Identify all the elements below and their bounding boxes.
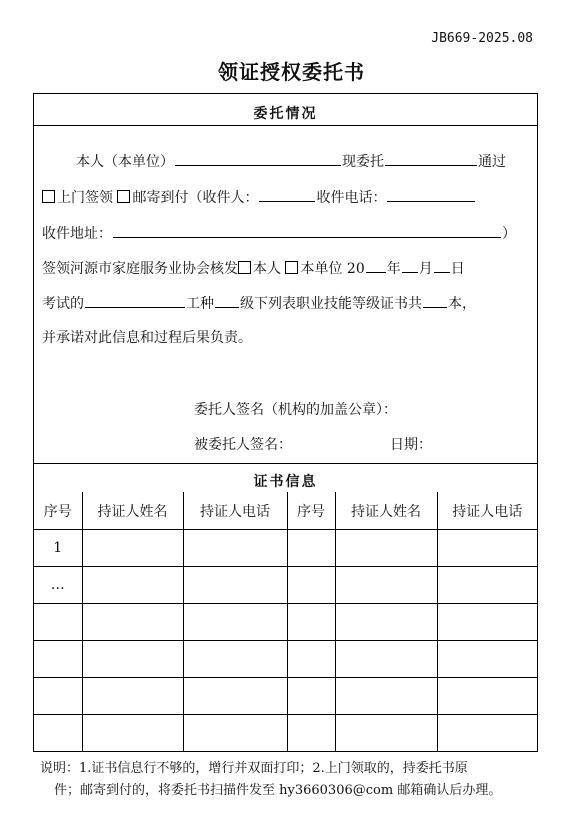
document-title: 领证授权委托书 [218, 60, 365, 84]
document-code: JB669-2025.08 [431, 31, 533, 46]
table-cell[interactable] [287, 604, 335, 641]
field-month[interactable] [402, 258, 418, 273]
header-holder-name: 持证人姓名 [335, 492, 437, 530]
table-cell[interactable] [183, 567, 287, 604]
text-year: 年 [386, 261, 401, 277]
field-level[interactable] [215, 293, 239, 308]
field-trustee-name[interactable] [385, 151, 477, 166]
divider [34, 463, 537, 464]
table-cell[interactable] [183, 604, 287, 641]
text-paren-close: ） [502, 226, 516, 242]
section-title-certificate: 证书信息 [253, 474, 318, 490]
table-cell[interactable] [183, 530, 287, 567]
header-holder-phone: 持证人电话 [437, 492, 537, 530]
checkbox-self[interactable] [238, 261, 251, 274]
footnote-line-1: 说明：1.证书信息行不够的，增行并双面打印；2.上门领取的，持委托书原 [40, 761, 468, 776]
text-via: 通过 [478, 154, 506, 170]
form-frame [33, 93, 538, 752]
table-cell[interactable] [437, 715, 537, 752]
table-cell[interactable] [287, 530, 335, 567]
text-month: 月 [418, 261, 433, 277]
table-row [34, 604, 537, 641]
field-day[interactable] [434, 258, 450, 273]
table-cell: … [34, 567, 82, 604]
table-cell[interactable] [34, 678, 82, 715]
footnote [40, 758, 540, 802]
table-cell[interactable] [335, 678, 437, 715]
table-cell[interactable] [287, 715, 335, 752]
table-cell[interactable] [183, 641, 287, 678]
text-exam: 考试的 [42, 296, 84, 312]
checkbox-mail[interactable] [117, 190, 130, 203]
table-cell: 1 [34, 530, 82, 567]
table-cell[interactable] [335, 567, 437, 604]
entrust-line-5 [42, 293, 476, 313]
field-job-type[interactable] [85, 293, 185, 308]
table-row [34, 715, 537, 752]
entrust-line-6: 并承诺对此信息和过程后果负责。 [42, 330, 252, 346]
label-recipient-phone: 收件电话： [316, 190, 387, 206]
table-cell[interactable] [437, 678, 537, 715]
table-cell[interactable] [287, 567, 335, 604]
checkbox-pickup[interactable] [42, 190, 55, 203]
table-row [34, 567, 537, 604]
table-cell[interactable] [82, 567, 183, 604]
header-index: 序号 [34, 492, 82, 530]
date-label: 日期： [390, 437, 432, 453]
table-cell[interactable] [335, 530, 437, 567]
field-count[interactable] [423, 293, 447, 308]
table-cell[interactable] [82, 604, 183, 641]
text-issuer: 签领河源市家庭服务业协会核发 [42, 261, 238, 277]
entrust-line-2 [42, 187, 476, 207]
field-principal-name[interactable] [175, 151, 341, 166]
table-cell[interactable] [437, 567, 537, 604]
checkbox-unit[interactable] [285, 261, 298, 274]
text-day: 日 [450, 261, 465, 277]
header-holder-phone: 持证人电话 [183, 492, 287, 530]
text-self-unit: 本人（本单位） [76, 154, 174, 170]
table-cell[interactable] [437, 604, 537, 641]
label-mail-recipient: 邮寄到付（收件人： [132, 190, 259, 206]
field-year[interactable] [366, 258, 386, 273]
table-row [34, 641, 537, 678]
table-cell[interactable] [82, 641, 183, 678]
table-cell[interactable] [82, 530, 183, 567]
table-cell[interactable] [335, 715, 437, 752]
table-cell[interactable] [183, 678, 287, 715]
text-copies: 本， [448, 296, 476, 312]
table-cell[interactable] [82, 678, 183, 715]
table-cell[interactable] [34, 641, 82, 678]
field-address[interactable] [113, 223, 501, 238]
text-certificate: 级下列表职业技能等级证书共 [240, 296, 422, 312]
table-cell[interactable] [183, 715, 287, 752]
text-job-type: 工种 [186, 296, 214, 312]
field-recipient[interactable] [259, 187, 315, 202]
text-year-prefix: 20 [346, 261, 365, 277]
label-unit: 本单位 [300, 261, 343, 277]
signer-label: 委托人签名（机构的加盖公章）： [194, 402, 397, 418]
label-pickup: 上门签领 [57, 190, 113, 206]
table-cell[interactable] [82, 715, 183, 752]
footnote-line-2: 件；邮寄到付的，将委托书扫描件发至 hy3660306@com 邮箱确认后办理。 [54, 783, 502, 798]
header-index: 序号 [287, 492, 335, 530]
table-cell[interactable] [335, 604, 437, 641]
table-cell[interactable] [335, 641, 437, 678]
certificate-table [34, 492, 537, 751]
entrust-line-4 [42, 258, 465, 278]
table-cell[interactable] [437, 641, 537, 678]
table-cell[interactable] [34, 715, 82, 752]
field-recipient-phone[interactable] [387, 187, 475, 202]
table-row [34, 678, 537, 715]
entrust-line-3 [42, 223, 516, 243]
table-header-row [34, 492, 537, 530]
trustee-signature-label: 被委托人签名： [194, 437, 292, 453]
table-cell[interactable] [287, 678, 335, 715]
section-title-entrust: 委托情况 [253, 106, 318, 122]
table-cell[interactable] [287, 641, 335, 678]
label-address: 收件地址： [42, 226, 112, 242]
divider [34, 125, 537, 126]
entrust-line-1 [76, 151, 506, 171]
header-holder-name: 持证人姓名 [82, 492, 183, 530]
label-self: 本人 [253, 261, 281, 277]
text-entrust: 现委托 [342, 154, 384, 170]
table-cell[interactable] [34, 604, 82, 641]
table-row [34, 530, 537, 567]
table-cell[interactable] [437, 530, 537, 567]
